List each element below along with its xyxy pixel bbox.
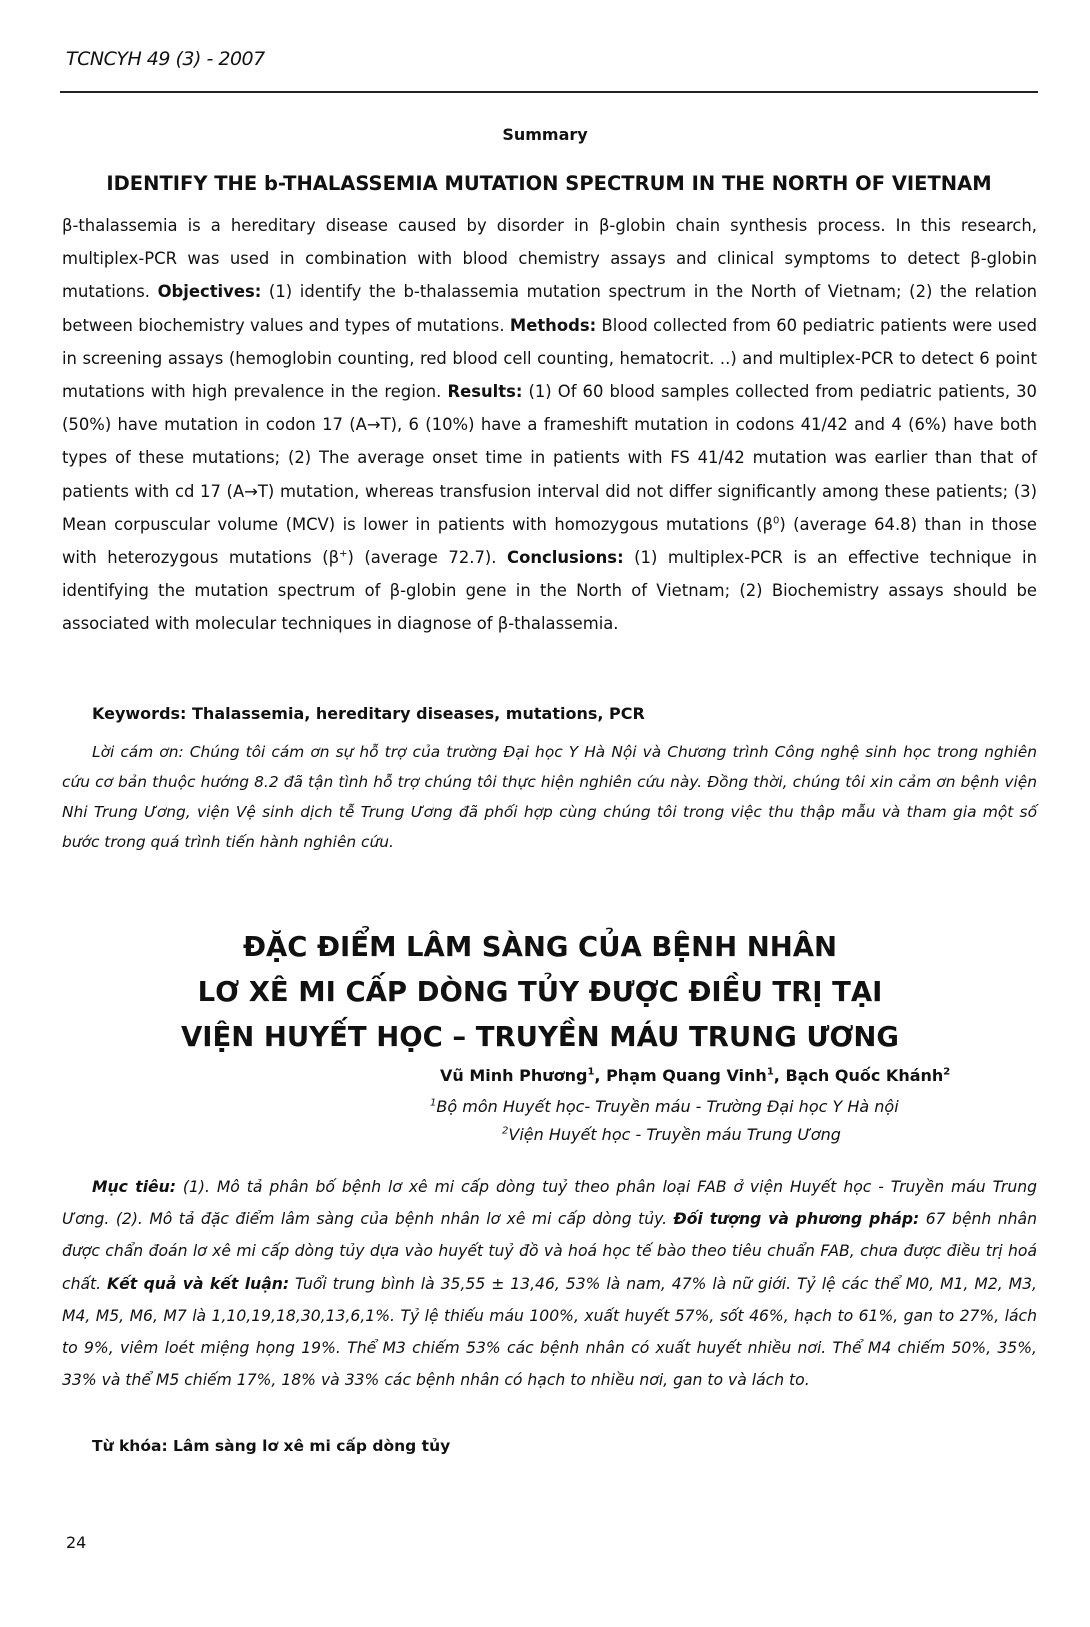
subjects-label: Đối tượng và phương pháp:	[673, 1210, 920, 1229]
affiliation-1	[430, 1097, 899, 1116]
english-abstract	[62, 209, 1037, 641]
author-separator: ,	[594, 1066, 607, 1085]
results-text: (1) Of 60 blood samples collected from pediatric patients, 30 (50%) have mutation in codon 17 (A→T), 6 (10%) have a frameshift mutation in codons 41/42 and 4 (6%) have both types of these mutations; (2) The average onset time in patients with FS 41/42 mutation was earlier than that of patients with cd 17 (A→T) mutation, whereas transfusion interval did not differ significantly among these patients; (3) Mean corpuscular volume (MCV) is lower in patients with homozygous mutations (β	[62, 382, 1037, 534]
objective-label: Mục tiêu:	[92, 1178, 176, 1196]
beta-plus-sup: +	[339, 548, 348, 560]
objectives-label: Objectives:	[157, 282, 262, 302]
author-name: Bạch Quốc Khánh	[785, 1066, 944, 1085]
affiliation-sup: 2	[502, 1125, 509, 1137]
vietnamese-keywords: Từ khóa: Lâm sàng lơ xê mi cấp dòng tủy	[92, 1437, 451, 1455]
article-title-line: LƠ XÊ MI CẤP DÒNG TỦY ĐƯỢC ĐIỀU TRỊ TẠI	[197, 976, 883, 1008]
methods-label: Methods:	[509, 315, 597, 335]
beta-zero-sup: 0	[772, 515, 780, 527]
author-separator: ,	[773, 1066, 786, 1085]
conclusions-text: (1) multiplex-PCR is an effective technique in identifying the mutation spectrum of β-globin gene in the North of Vietnam; (2) Biochemistry assays should be associated with molecular techniques in diagnose of β-thalassemia.	[62, 548, 1037, 634]
affiliation-text: Viện Huyết học - Truyền máu Trung Ương	[508, 1125, 841, 1144]
article-title	[100, 925, 980, 1060]
english-keywords: Keywords: Thalassemia, hereditary diseases, mutations, PCR	[92, 704, 645, 723]
methods-text: Blood collected from 60 pediatric patients were used in screening assays (hemoglobin counting, red blood cell counting, hematocrit. ..) and multiplex-PCR to detect 6 point mutations with high prevalence in the region.	[62, 315, 1037, 402]
affiliation-2	[502, 1125, 841, 1144]
conclusions-label: Conclusions:	[507, 548, 624, 568]
author-affiliation-sup: 2	[943, 1066, 951, 1078]
objectives-text: (1) identify the b-thalassemia mutation spectrum in the North of Vietnam; (2) the relation between biochemistry values and types of mutations.	[62, 282, 1038, 335]
results-text: ) (average 64.8) than in those with heterozygous mutations (β	[62, 514, 1037, 568]
author-affiliation-sup: 1	[766, 1066, 774, 1078]
header-rule	[60, 91, 1038, 93]
author-name: Vũ Minh Phương	[440, 1066, 588, 1085]
author-list	[380, 1066, 1090, 1085]
acknowledgement: Lời cám ơn: Chúng tôi cám ơn sự hỗ trợ của trường Đại học Y Hà Nội và Chương trình Công nghệ sinh học trong nghiên cứu cơ bản thuộc hướng 8.2 đã tận tình hỗ trợ chúng tôi thực hiện nghiên cứu này. Đồng thời, chúng tôi xin cảm ơn bệnh viện Nhi Trung Ương, viện Vệ sinh dịch tễ Trung Ương đã phối hợp cùng chúng tôi trong việc thu thập mẫu và tham gia một số bước trong quá trình tiến hành nghiên cứu.	[62, 743, 1037, 851]
subjects-text: 67 bệnh nhân được chẩn đoán lơ xê mi cấp dòng tủy dựa vào huyết tuỷ đồ và hoá học tế bào theo tiêu chuẩn FAB, chưa được điều trị hoá chất.	[62, 1210, 1037, 1293]
results-conclusion-text: Tuổi trung bình là 35,55 ± 13,46, 53% là nam, 47% là nữ giới. Tỷ lệ các thể M0, M1, M2, M3, M4, M5, M6, M7 là 1,10,19,18,30,13,6,1%. Tỷ lệ thiếu máu 100%, xuất huyết 57%, sốt 46%, hạch to 61%, gan to 27%, lách to 9%, viêm loét miệng họng 19%. Thể M3 chiếm 53% các bệnh nhân có xuất huyết nhiều nơi. Thể M4 chiếm 50%, 35%, 33% và thể M5 chiếm 17%, 18% và 33% các bệnh nhân có hạch to nhiều nơi, gan to và lách to.	[62, 1274, 1037, 1390]
article-title-line: ĐẶC ĐIỂM LÂM SÀNG CỦA BỆNH NHÂN	[242, 931, 838, 963]
results-text: ) (average 72.7).	[347, 548, 508, 568]
vietnamese-abstract	[62, 1171, 1037, 1396]
affiliation-text: Bộ môn Huyết học- Truyền máu - Trường Đại học Y Hà nội	[436, 1097, 899, 1116]
results-conclusion-label: Kết quả và kết luận:	[107, 1274, 290, 1293]
author-affiliation-sup: 1	[587, 1066, 595, 1078]
page-number: 24	[66, 1533, 87, 1552]
english-title: IDENTIFY THE b-THALASSEMIA MUTATION SPECTRUM IN THE NORTH OF VIETNAM	[106, 172, 992, 195]
journal-header: TCNCYH 49 (3) - 2007	[66, 48, 265, 70]
results-label: Results:	[447, 382, 523, 402]
summary-label: Summary	[502, 125, 588, 144]
objective-text: (1). Mô tả phân bố bệnh lơ xê mi cấp dòng tuỷ theo phân loại FAB ở viện Huyết học - Truyền máu Trung Ương. (2). Mô tả đặc điểm lâm sàng của bệnh nhân lơ xê mi cấp dòng tủy.	[62, 1178, 1037, 1229]
author-name: Phạm Quang Vinh	[606, 1066, 767, 1085]
article-title-line: VIỆN HUYẾT HỌC – TRUYỀN MÁU TRUNG ƯƠNG	[180, 1021, 899, 1053]
affiliation-sup: 1	[430, 1097, 437, 1109]
abstract-intro: β-thalassemia is a hereditary disease caused by disorder in β-globin chain synthesis process. In this research, multiplex-PCR was used in combination with blood chemistry assays and clinical symptoms to detect β-globin mutations.	[62, 216, 1037, 302]
